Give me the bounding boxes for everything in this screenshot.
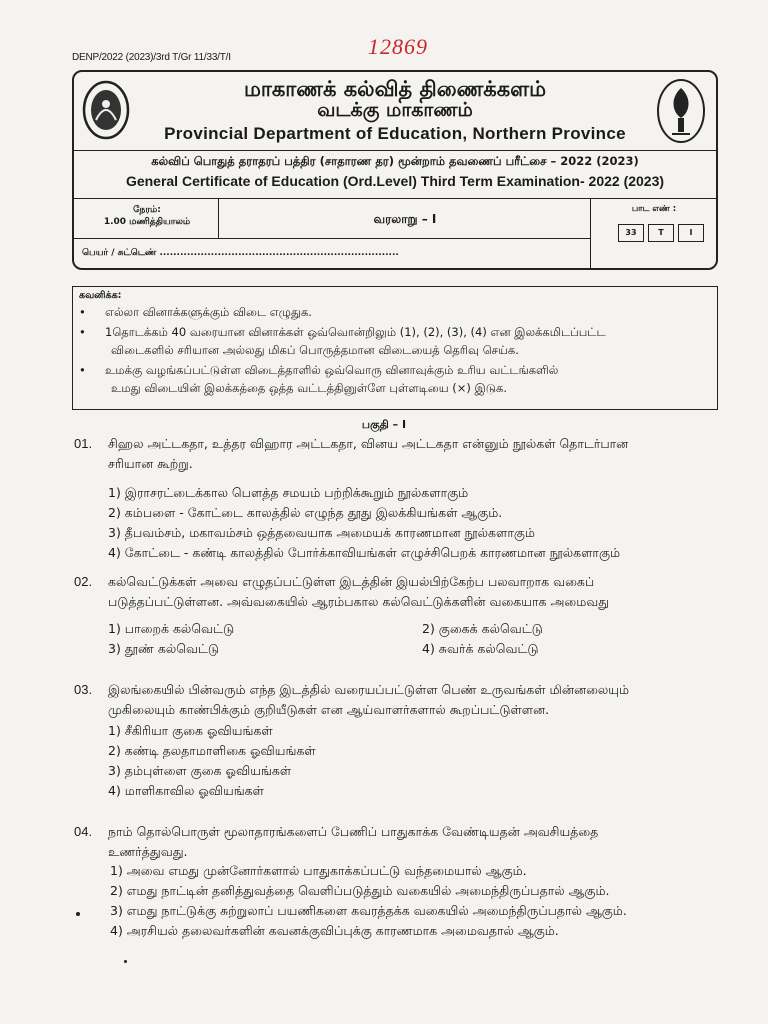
question-text: முகிலையும் காண்பிக்கும் குறியீடுகள் என ஆய்வாளர்களால் கூறப்பட்டுள்ளன. — [108, 702, 550, 717]
answer-option: 1) அவை எமது முன்னோர்களால் பாதுகாக்கப்பட்டு வந்தமையால் ஆகும். — [110, 863, 527, 878]
part-title: பகுதி – I — [361, 418, 407, 431]
answer-option: 1) பாறைக் கல்வெட்டு — [108, 621, 235, 636]
scan-speck — [76, 912, 80, 916]
time-label: நேரம்: — [133, 205, 161, 215]
answer-option: 3) எமது நாட்டுக்கு சுற்றுலாப் பயணிகளை கவரத்தக்க வகையில் அமைந்திருப்பதால் ஆகும். — [110, 903, 627, 918]
exam-title-english: General Certificate of Education (Ord.Level) Third Term Examination- 2022 (2023) — [125, 173, 665, 189]
answer-option: 4) மாளிகாவில ஓவியங்கள் — [108, 783, 264, 798]
time-allowed — [76, 204, 218, 228]
department-title-tamil-2: வடக்கு மாகாணம் — [317, 99, 473, 121]
question-number: 01. — [74, 436, 93, 451]
lamp-emblem-icon — [656, 78, 706, 144]
question-number: 04. — [74, 824, 93, 839]
question-number: 02. — [74, 574, 93, 589]
subject-title: வரலாறு – I — [373, 212, 437, 226]
scan-speck — [124, 960, 127, 963]
answer-option: 2) குகைக் கல்வெட்டு — [422, 621, 543, 636]
instructions-heading: கவனிக்க: — [79, 290, 122, 301]
index-box-3: I — [678, 224, 704, 242]
answer-option: 2) கண்டி தலதாமாளிகை ஓவியங்கள் — [108, 743, 316, 758]
instruction-continuation: உமது விடையின் இலக்கத்தை ஒத்த வட்டத்தினுள்ளே புள்ளடியை (×) இடுக. — [111, 381, 508, 395]
department-title-tamil-1: மாகாணக் கல்வித் திணைக்களம் — [244, 77, 546, 101]
question-text: உணர்த்துவது. — [108, 844, 188, 859]
answer-option: 2) எமது நாட்டின் தனித்துவத்தை வெளிப்படுத்தும் வகையில் அமைந்திருப்பதால் ஆகும். — [110, 883, 610, 898]
index-label: பாட எண் : — [631, 204, 677, 214]
question-text: சரியான கூற்று. — [108, 456, 193, 471]
instruction-continuation: விடைகளில் சரியான அல்லது மிகப் பொருத்தமான விடையைத் தெரிவு செய்க. — [111, 343, 519, 357]
name-index-line: பெயர் / சுட்டெண் ...................................................................... — [82, 248, 399, 258]
serial-number: 12869 — [368, 34, 428, 59]
paper-header — [72, 70, 718, 270]
department-title-english: Provincial Department of Education, Northern Province — [164, 124, 626, 143]
instruction-item: • 1தொடக்கம் 40 வரையான வினாக்கள் ஒவ்வொன்றிலும் (1), (2), (3), (4) என இலக்கமிடப்பட்ட — [79, 325, 606, 339]
question-text: கல்வெட்டுக்கள் அவை எழுதப்பட்டுள்ள இடத்தின் இயல்பிற்கேற்ப பலவாறாக வகைப் — [108, 574, 595, 589]
answer-option: 4) சுவர்க் கல்வெட்டு — [422, 641, 539, 656]
question-number: 03. — [74, 682, 93, 697]
time-value: 1.00 மணித்தியாலம் — [103, 217, 191, 227]
instructions-box — [72, 286, 718, 410]
answer-option: 2) கம்பளை - கோட்டை காலத்தில் எழுந்த தூது இலக்கியங்கள் ஆகும். — [108, 505, 503, 520]
question-text: இலங்கையில் பின்வரும் எந்த இடத்தில் வரையப்பட்டுள்ள பெண் உருவங்கள் மின்னலையும் — [108, 682, 630, 697]
instruction-item: • உமக்கு வழங்கப்பட்டுள்ள விடைத்தாளில் ஒவ்வொரு வினாவுக்கும் உரிய வட்டங்களில் — [79, 363, 559, 377]
answer-option: 3) தம்புள்ளை குகை ஓவியங்கள் — [108, 763, 292, 778]
paper-code: DENP/2022 (2023)/3rd T/Gr 11/33/T/I — [72, 52, 231, 63]
instruction-item: • எல்லா வினாக்களுக்கும் விடை எழுதுக. — [79, 305, 312, 319]
answer-option: 4) அரசியல் தலைவர்களின் கவனக்குவிப்புக்கு காரணமாக அமைவதால் ஆகும். — [110, 923, 559, 938]
answer-option: 4) கோட்டை - கண்டி காலத்தில் போர்க்காவியங்கள் எழுச்சிபெறக் காரணமான நூல்களாகும் — [108, 545, 621, 560]
answer-option: 1) சீகிரியா குகை ஓவியங்கள் — [108, 723, 273, 738]
answer-option: 3) தீபவம்சம், மகாவம்சம் ஒத்தவையாக அமையக் காரணமான நூல்களாகும் — [108, 525, 535, 540]
exam-title-tamil: கல்விப் பொதுத் தராதரப் பத்திர (சாதாரண தர) மூன்றாம் தவணைப் பரீட்சை – 2022 (2023) — [151, 154, 639, 168]
question-text: படுத்தப்பட்டுள்ளன. அவ்வகையில் ஆரம்பகால கல்வெட்டுக்களின் வகையாக அமைவது — [108, 594, 610, 609]
index-box-2: T — [648, 224, 674, 242]
answer-option: 3) தூண் கல்வெட்டு — [108, 641, 220, 656]
index-box-1: 33 — [618, 224, 644, 242]
question-text: நாம் தொல்பொருள் மூலாதாரங்களைப் பேணிப் பாதுகாக்க வேண்டியதன் அவசியத்தை — [108, 824, 599, 839]
answer-option: 1) இராசரட்டைக்கால பௌத்த சமயம் பற்றிக்கூறும் நூல்களாகும் — [108, 485, 469, 500]
question-text: சிஹல அட்டகதா, உத்தர விஹார அட்டகதா, வினய அட்டகதா என்னும் நூல்கள் தொடர்பான — [108, 436, 629, 451]
